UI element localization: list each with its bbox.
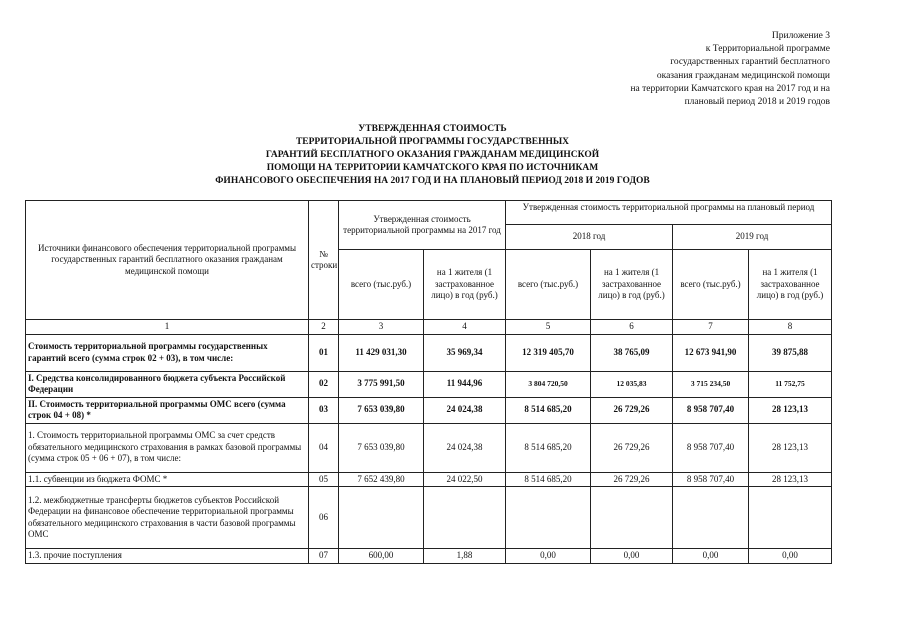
value-cell	[339, 487, 424, 549]
header-approved-2017: Утвержденная стоимость территориальной программы на 2017 год	[339, 201, 506, 250]
table-row	[26, 472, 832, 487]
row-label: 1.2. межбюджетные трансферты бюджетов субъектов Российской Федерации на финансовое обеспечение территориальной программы обязательного медицинского страхования в части базовой программы ОМС	[26, 487, 309, 549]
value-cell: 26 729,26	[591, 472, 673, 487]
value-cell: 26 729,26	[591, 397, 673, 423]
value-cell: 24 024,38	[424, 397, 506, 423]
document-title	[150, 123, 715, 188]
value-cell: 0,00	[591, 549, 673, 564]
value-cell: 8 514 685,20	[506, 472, 591, 487]
cost-table	[25, 200, 832, 564]
appendix-line: плановый период 2018 и 2019 годов	[684, 97, 830, 108]
column-number: 6	[591, 320, 673, 335]
column-number: 2	[309, 320, 339, 335]
value-cell: 8 958 707,40	[673, 397, 749, 423]
title-line: ФИНАНСОВОГО ОБЕСПЕЧЕНИЯ НА 2017 ГОД И НА ПЛАНОВЫЙ ПЕРИОД 2018 И 2019 ГОДОВ	[215, 176, 650, 186]
value-cell: 26 729,26	[591, 423, 673, 472]
value-cell: 24 024,38	[424, 423, 506, 472]
row-label: II. Стоимость территориальной программы ОМС всего (сумма строк 04 + 08) *	[26, 397, 309, 423]
row-no: 05	[309, 472, 339, 487]
header-planned-period: Утвержденная стоимость территориальной программы на плановый период	[506, 201, 832, 225]
title-line: ГАРАНТИЙ БЕСПЛАТНОГО ОКАЗАНИЯ ГРАЖДАНАМ МЕДИЦИНСКОЙ	[265, 150, 600, 160]
header-per-capita-2017: на 1 жителя (1 застрахованное лицо) в год (руб.)	[424, 250, 506, 320]
value-cell: 12 035,83	[591, 371, 673, 397]
header-per-capita-2018: на 1 жителя (1 застрахованное лицо) в год (руб.)	[591, 250, 673, 320]
column-number-row	[26, 320, 832, 335]
value-cell: 600,00	[339, 549, 424, 564]
value-cell	[424, 487, 506, 549]
appendix-line: Приложение 3	[771, 31, 830, 41]
value-cell: 3 715 234,50	[673, 371, 749, 397]
value-cell: 8 514 685,20	[506, 423, 591, 472]
value-cell: 8 514 685,20	[506, 397, 591, 423]
value-cell: 12 673 941,90	[673, 334, 749, 371]
value-cell: 8 958 707,40	[673, 423, 749, 472]
value-cell: 3 804 720,50	[506, 371, 591, 397]
value-cell	[673, 487, 749, 549]
row-label: I. Средства консолидированного бюджета субъекта Российской Федерации	[26, 371, 309, 397]
table-row	[26, 371, 832, 397]
table-row	[26, 487, 832, 549]
value-cell: 35 969,34	[424, 334, 506, 371]
row-label: Стоимость территориальной программы государственных гарантий всего (сумма строк 02 + 03), в том числе:	[26, 334, 309, 371]
table-row	[26, 397, 832, 423]
title-line: УТВЕРЖДЕННАЯ СТОИМОСТЬ	[358, 124, 507, 134]
row-label: 1. Стоимость территориальной программы ОМС за счет средств обязательного медицинского страхования в рамках базовой программы (сумма строк 05 + 06 + 07), в том числе:	[26, 423, 309, 472]
value-cell: 28 123,13	[749, 423, 832, 472]
column-number: 8	[749, 320, 832, 335]
header-per-capita-2019: на 1 жителя (1 застрахованное лицо) в год (руб.)	[749, 250, 832, 320]
row-label: 1.1. субвенции из бюджета ФОМС *	[26, 472, 309, 487]
appendix-line: государственных гарантий бесплатного	[670, 57, 830, 68]
value-cell: 0,00	[673, 549, 749, 564]
row-no: 02	[309, 371, 339, 397]
header-source: Источники финансового обеспечения территориальной программы государственных гарантий бесплатного оказания гражданам медицинской помощи	[26, 201, 309, 320]
column-number: 7	[673, 320, 749, 335]
column-number: 4	[424, 320, 506, 335]
value-cell: 0,00	[506, 549, 591, 564]
appendix-line: оказания гражданам медицинской помощи	[656, 70, 830, 81]
row-label: 1.3. прочие поступления	[26, 549, 309, 564]
appendix-line: к Территориальной программе	[705, 44, 830, 55]
header-year-2018: 2018 год	[506, 225, 673, 250]
value-cell: 12 319 405,70	[506, 334, 591, 371]
value-cell: 7 653 039,80	[339, 423, 424, 472]
value-cell: 38 765,09	[591, 334, 673, 371]
value-cell: 8 958 707,40	[673, 472, 749, 487]
value-cell: 28 123,13	[749, 397, 832, 423]
row-no: 03	[309, 397, 339, 423]
header-total-2019: всего (тыс.руб.)	[673, 250, 749, 320]
title-line: ПОМОЩИ НА ТЕРРИТОРИИ КАМЧАТСКОГО КРАЯ ПО ИСТОЧНИКАМ	[266, 163, 599, 173]
value-cell: 24 022,50	[424, 472, 506, 487]
row-no: 06	[309, 487, 339, 549]
row-no: 04	[309, 423, 339, 472]
header-year-2019: 2019 год	[673, 225, 832, 250]
table-row	[26, 549, 832, 564]
value-cell: 11 944,96	[424, 371, 506, 397]
header-row-no: № строки	[309, 201, 339, 320]
value-cell: 7 652 439,80	[339, 472, 424, 487]
value-cell	[591, 487, 673, 549]
value-cell: 11 752,75	[749, 371, 832, 397]
value-cell: 1,88	[424, 549, 506, 564]
value-cell: 11 429 031,30	[339, 334, 424, 371]
header-total-2017: всего (тыс.руб.)	[339, 250, 424, 320]
appendix-line: на территории Камчатского края на 2017 год и на	[630, 83, 830, 94]
appendix-note	[570, 30, 830, 109]
value-cell	[749, 487, 832, 549]
value-cell: 0,00	[749, 549, 832, 564]
value-cell: 7 653 039,80	[339, 397, 424, 423]
value-cell: 39 875,88	[749, 334, 832, 371]
column-number: 3	[339, 320, 424, 335]
table-row	[26, 423, 832, 472]
table-row	[26, 334, 832, 371]
header-total-2018: всего (тыс.руб.)	[506, 250, 591, 320]
column-number: 1	[26, 320, 309, 335]
value-cell: 28 123,13	[749, 472, 832, 487]
row-no: 07	[309, 549, 339, 564]
title-line: ТЕРРИТОРИАЛЬНОЙ ПРОГРАММЫ ГОСУДАРСТВЕННЫХ	[295, 137, 570, 147]
value-cell	[506, 487, 591, 549]
row-no: 01	[309, 334, 339, 371]
column-number: 5	[506, 320, 591, 335]
value-cell: 3 775 991,50	[339, 371, 424, 397]
